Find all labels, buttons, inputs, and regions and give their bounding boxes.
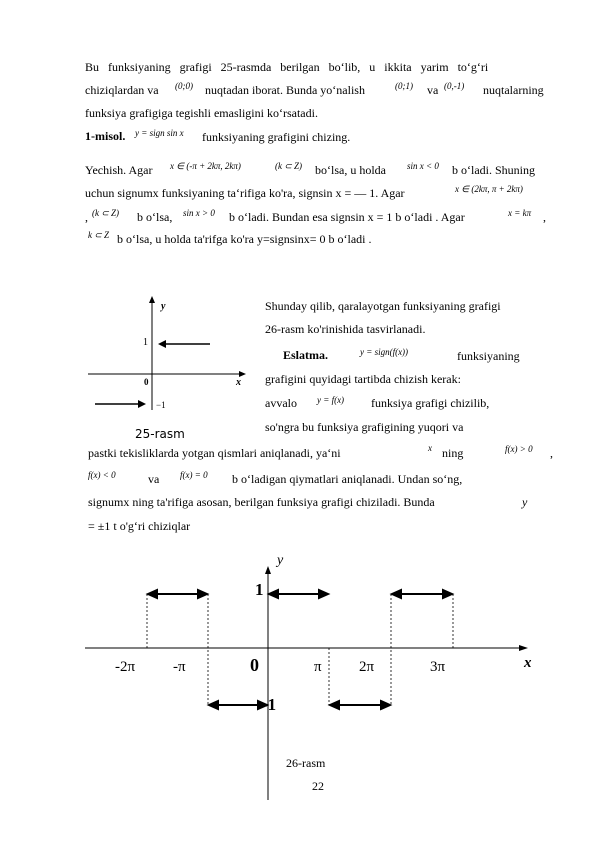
fig26-tick-3pi: 3π <box>430 659 446 675</box>
solution-l1c: b o‘ladi. Shuning <box>452 163 535 177</box>
para1-line3: funksiya grafigiga tegishli emasligini ko‘rsatadi. <box>85 106 318 120</box>
fig26-x-arrow <box>519 645 528 651</box>
bottom-b2-formula1: f(x) < 0 <box>88 470 116 480</box>
remark-label: Eslatma. <box>283 348 328 362</box>
fig26-seg-up-1-left <box>148 590 157 598</box>
para1-line2a: chiziqlardan va <box>85 83 159 97</box>
fig26-tick-pi: π <box>314 659 322 675</box>
solution-xkpi: x = kπ <box>508 208 532 218</box>
side-s5: so'ngra bu funksiya grafigining yuqori va <box>265 420 464 434</box>
page-number: 22 <box>312 779 324 793</box>
side-s4b: funksiya grafigi chizilib, <box>371 396 490 410</box>
solution-l3a: , <box>85 210 88 224</box>
side-s3: grafigini quyidagi tartibda chizish kerak: <box>265 372 461 386</box>
solution-l2a: uchun signumx funksiyaning ta‘rifiga ko'ra, signsin x = — 1. Agar <box>85 186 405 200</box>
remark-formula: y = sign(f(x)) <box>360 347 409 357</box>
fig26-tick-2pi: 2π <box>359 659 375 675</box>
solution-k3: k ⊂ Z <box>88 230 110 240</box>
fig25-one: 1 <box>143 337 148 348</box>
para1-line2d: nuqtalarning <box>483 83 544 97</box>
fig26-minus-one: -1 <box>262 695 277 714</box>
bottom-b3: signumx ning ta'rifiga asosan, berilgan funksiya grafigi chiziladi. Bunda <box>88 495 435 509</box>
fig25-minus-one: −1 <box>156 400 166 410</box>
bottom-b1-x: x <box>428 443 432 453</box>
solution-k2: (k ⊂ Z) <box>92 208 120 218</box>
fig26-y-label: y <box>277 553 284 568</box>
fig26-seg-up-2-left <box>269 590 278 598</box>
fig26-tick-m2pi: -2π <box>115 659 136 675</box>
fig26-seg-down-1-left <box>209 701 218 709</box>
fig25-y-label: y <box>161 301 166 312</box>
side-s2: 26-rasm ko'rinishida tasvirlanadi. <box>265 322 426 336</box>
solution-l3c: b o‘ladi. Bundan esa signsin x = 1 b o‘ladi . Agar <box>229 210 465 224</box>
bottom-b1-formula: f(x) > 0 <box>505 444 533 454</box>
fig25-zero: 0 <box>144 377 149 387</box>
fig26-x-label: x <box>524 655 532 671</box>
fig25-x-label: x <box>236 377 241 388</box>
fig26-one: 1 <box>255 580 264 599</box>
solution-l1b: bo‘lsa, u holda <box>315 163 386 177</box>
fig26-zero: 0 <box>250 655 259 675</box>
bottom-b2-formula2: f(x) = 0 <box>180 470 208 480</box>
solution-l1a: Yechish. Agar <box>85 163 153 177</box>
remark-tail: funksiyaning <box>457 349 520 363</box>
solution-l3d: , <box>543 210 546 224</box>
para1-line2c: va <box>427 83 439 97</box>
solution-l4: b o‘lsa, u holda ta'rifga ko'ra y=signsinx= 0 b o‘ladi . <box>117 232 372 246</box>
bottom-b1a: pastki tekisliklarda yotgan qismlari aniqlanadi, ya‘ni <box>88 446 341 460</box>
solution-interval2: x ∈ (2kπ, π + 2kπ) <box>455 184 523 194</box>
side-s4a: avvalo <box>265 396 297 410</box>
fig25-caption: 25-rasm <box>135 427 185 441</box>
example-formula: y = sign sin x <box>135 128 184 138</box>
side-s1: Shunday qilib, qaralayotgan funksiyaning grafigi <box>265 299 501 313</box>
fig26-seg-up-1-right <box>198 590 207 598</box>
fig26-tick-mpi: -π <box>173 659 186 675</box>
para1-line2b: nuqtadan iborat. Bunda yo‘nalish <box>205 83 365 97</box>
para1-formula-origin: (0;0) <box>175 81 193 91</box>
fig26-seg-up-3-left <box>392 590 401 598</box>
bottom-b2a: va <box>148 472 160 486</box>
fig26-seg-down-2-right <box>381 701 390 709</box>
fig26-caption: 26-rasm <box>286 756 326 770</box>
fig26-seg-up-2-right <box>319 590 328 598</box>
solution-interval1: x ∈ (-π + 2kπ, 2kπ) <box>170 161 241 171</box>
bottom-b4: = ±1 t o'g‘ri chiziqlar <box>88 519 191 533</box>
example-text: funksiyaning grafigini chizing. <box>202 130 351 144</box>
example-label: 1-misol. <box>85 129 126 143</box>
fig26-seg-up-3-right <box>443 590 452 598</box>
solution-k1: (k ⊂ Z) <box>275 161 303 171</box>
bottom-b2b: b o‘ladigan qiymatlari aniqlanadi. Undan so‘ng, <box>232 472 463 486</box>
side-s4-formula: y = f(x) <box>317 395 345 405</box>
para1-line1: Bu funksiyaning grafigi 25-rasmda berilgan bo‘lib, u ikkita yarim to‘g‘ri <box>85 60 489 74</box>
solution-l3b: b o‘lsa, <box>137 210 173 224</box>
bottom-b3-y: y <box>522 495 528 509</box>
bottom-b1c: , <box>550 446 553 460</box>
para1-formula-point1: (0;1) <box>395 81 413 91</box>
fig26-seg-down-2-left <box>330 701 339 709</box>
para1-formula-point2: (0,-1) <box>444 81 465 91</box>
bottom-b1b: ning <box>442 446 464 460</box>
fig26-y-arrow <box>265 566 271 574</box>
solution-sin-pos: sin x > 0 <box>183 208 215 218</box>
solution-sin-neg: sin x < 0 <box>407 161 439 171</box>
